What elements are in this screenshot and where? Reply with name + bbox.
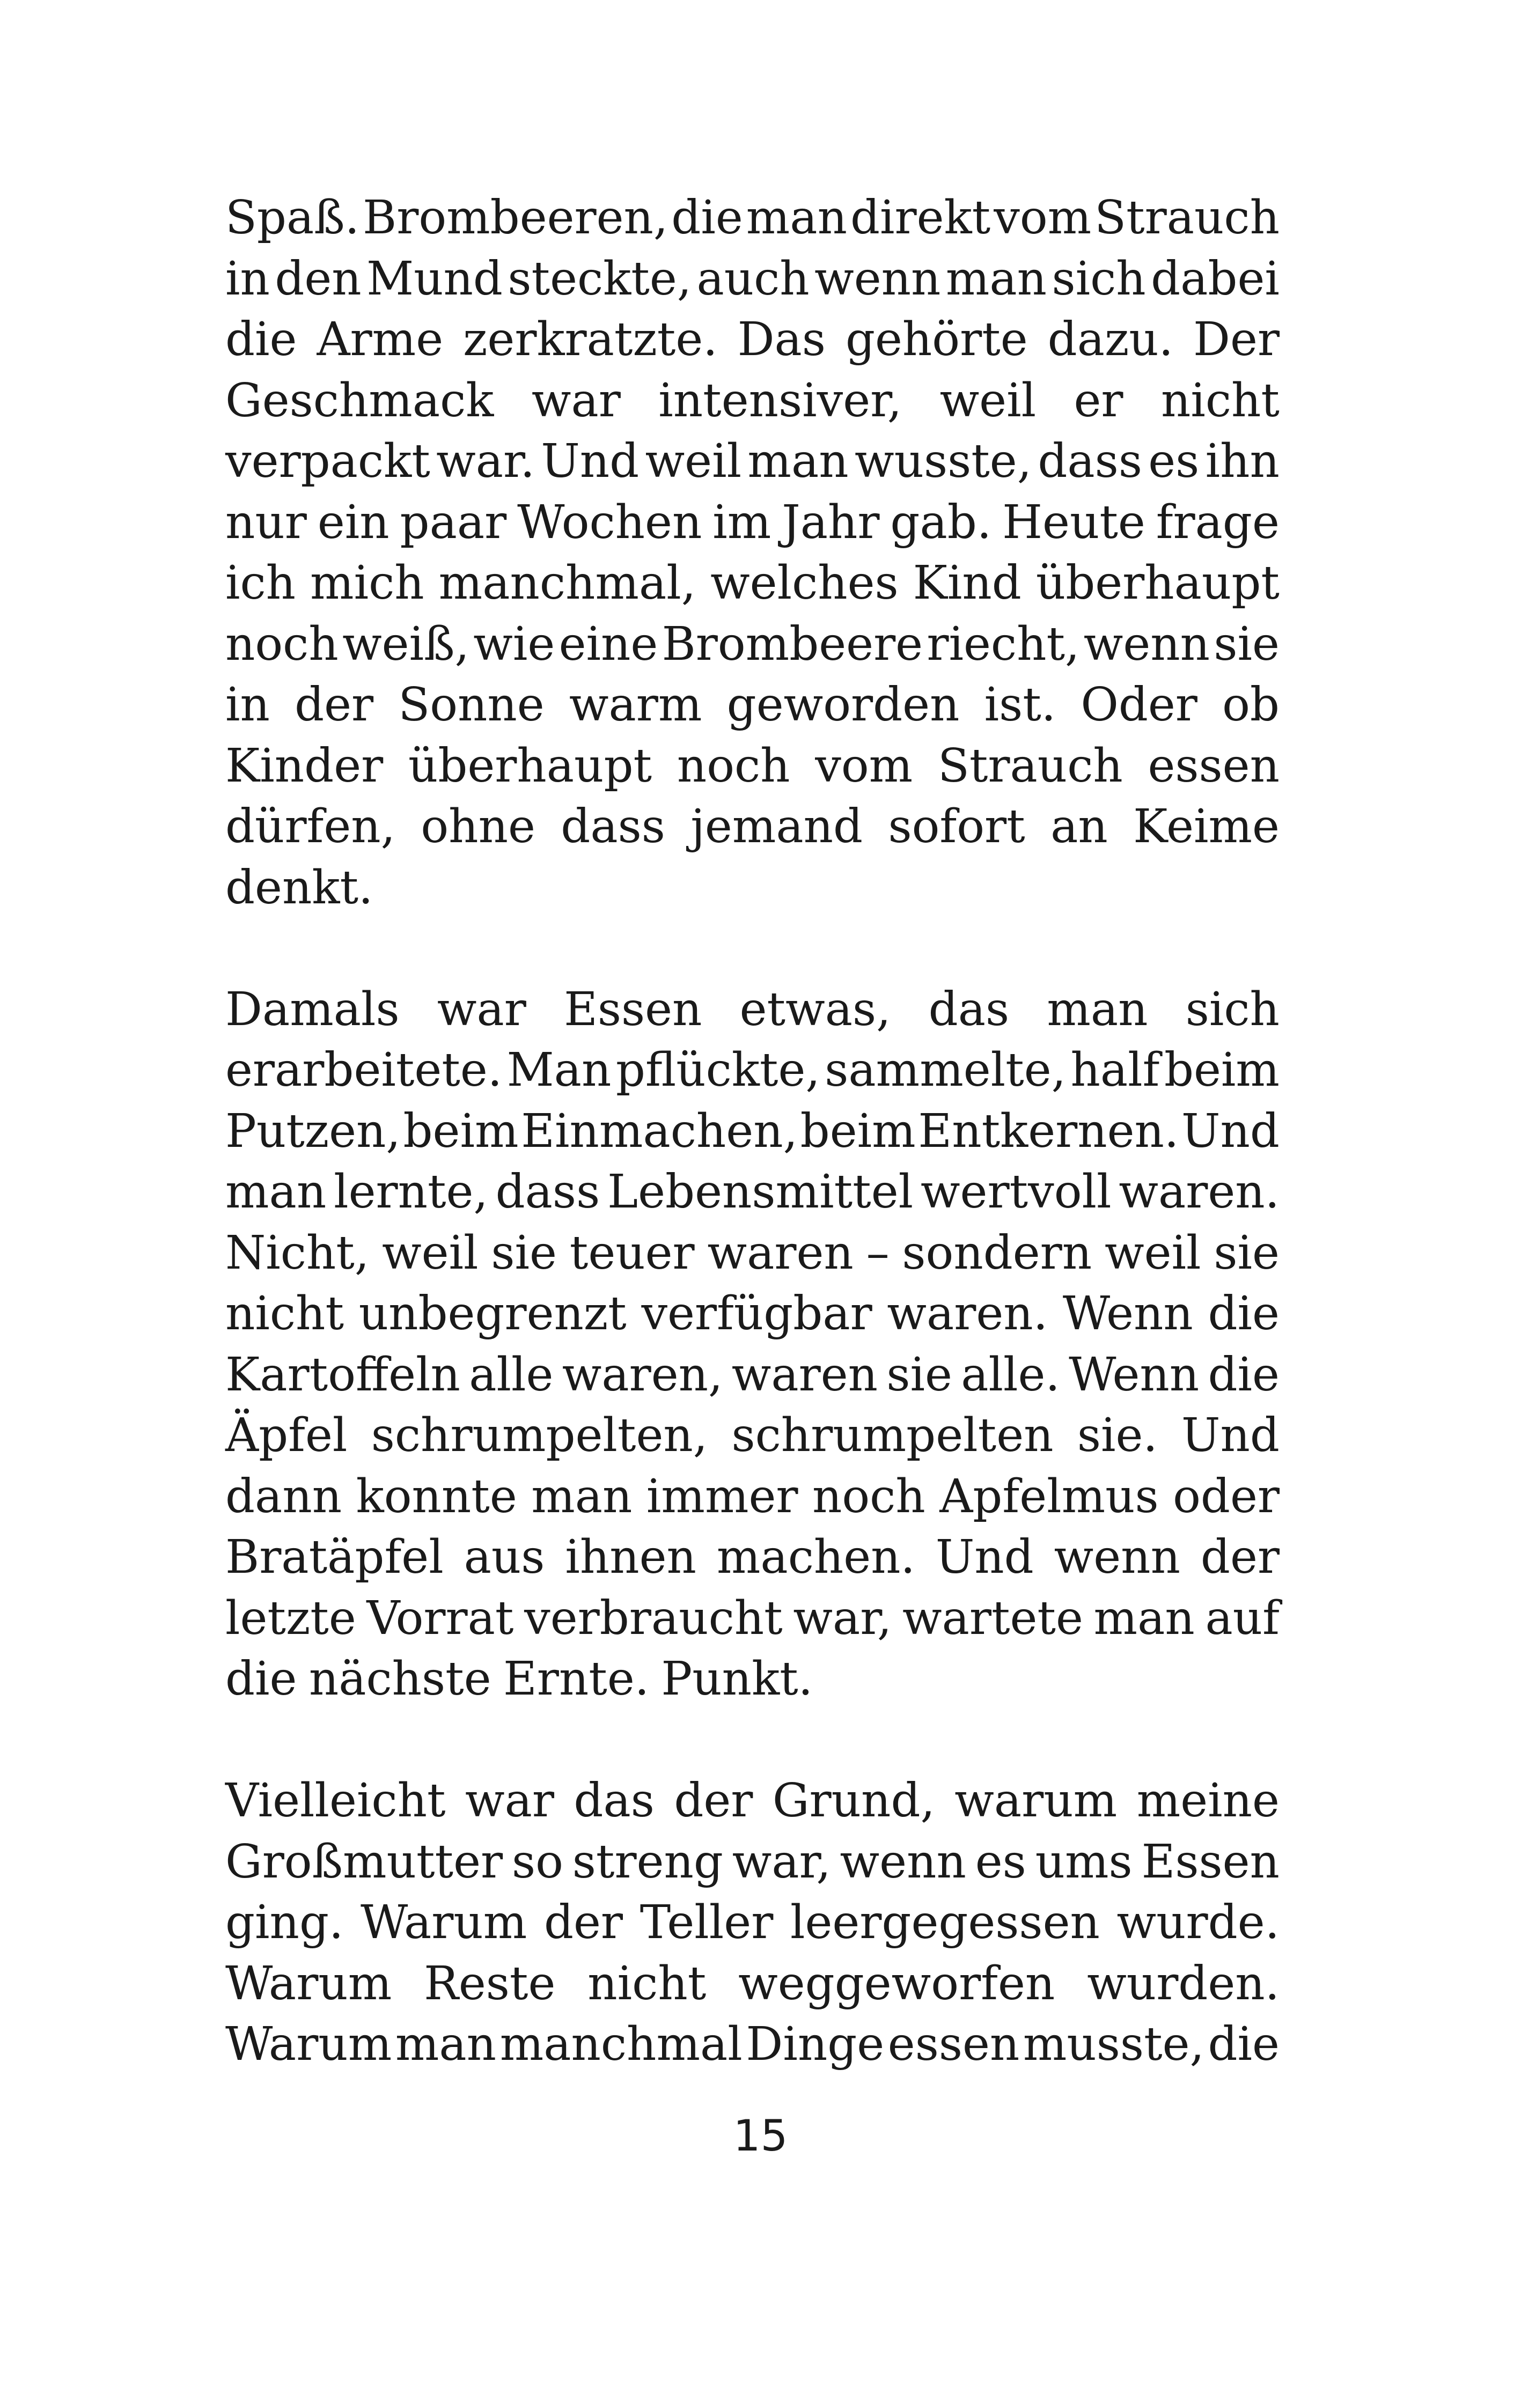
text-line: in der Sonne warm geworden ist. Oder ob [225, 678, 1280, 732]
text-line: man lernte, dass Lebensmittel wertvoll waren. [225, 1165, 1280, 1219]
text-line: ging. Warum der Teller leergegessen wurde. [225, 1896, 1280, 1949]
paragraph-gap [225, 918, 1280, 980]
text-line: verpackt war. Und weil man wusste, dass es ihn [225, 435, 1280, 488]
text-line: Warum Reste nicht weggeworfen wurden. [225, 1956, 1280, 2011]
text-line: Kinder überhaupt noch vom Strauch essen [225, 739, 1280, 793]
text-line: erarbeitete. Man pflückte, sammelte, half beim [225, 1043, 1280, 1097]
text-line: Nicht, weil sie teuer waren – sondern weil sie [225, 1226, 1280, 1280]
text-line: Putzen, beim Einmachen, beim Entkernen. Und [225, 1104, 1280, 1158]
paragraph [225, 1771, 1280, 2075]
text-line: denkt. [225, 860, 373, 915]
text-line: Spaß. Brombeeren, die man direkt vom Strauch [225, 191, 1280, 245]
text-line: nicht unbegrenzt verfügbar waren. Wenn die [225, 1287, 1280, 1341]
text-line: Kartoffeln alle waren, waren sie alle. Wenn die [225, 1347, 1280, 1402]
text-line: dürfen, ohne dass jemand sofort an Keime [225, 800, 1280, 853]
text-line: Damals war Essen etwas, das man sich [225, 982, 1280, 1036]
text-line: letzte Vorrat verbraucht war, wartete man auf [225, 1591, 1280, 1645]
text-line: Vielleicht war das der Grund, warum meine [225, 1774, 1280, 1828]
page-number: 15 [733, 2111, 788, 2161]
text-line: die Arme zerkratzte. Das gehörte dazu. Der [225, 313, 1280, 366]
text-line: Äpfel schrumpelten, schrumpelten sie. Und [225, 1409, 1280, 1462]
body-text [225, 188, 1280, 2075]
paragraph-gap [225, 1710, 1280, 1771]
text-line: die nächste Ernte. Punkt. [225, 1652, 813, 1706]
text-line: Warum man manchmal Dinge essen musste, die [225, 2017, 1280, 2071]
text-line: Großmutter so streng war, wenn es ums Essen [225, 1835, 1280, 1889]
paragraph [225, 188, 1280, 918]
text-line: ich mich manchmal, welches Kind überhaupt [225, 556, 1280, 610]
text-line: noch weiß, wie eine Brombeere riecht, wenn sie [225, 617, 1280, 671]
text-line: in den Mund steckte, auch wenn man sich dabei [225, 252, 1280, 306]
text-line: Bratäpfel aus ihnen machen. Und wenn der [225, 1530, 1280, 1584]
text-line: Geschmack war intensiver, weil er nicht [225, 373, 1280, 428]
text-line: nur ein paar Wochen im Jahr gab. Heute frage [225, 495, 1280, 549]
paragraph [225, 980, 1280, 1710]
text-line: dann konnte man immer noch Apfelmus oder [225, 1469, 1280, 1523]
